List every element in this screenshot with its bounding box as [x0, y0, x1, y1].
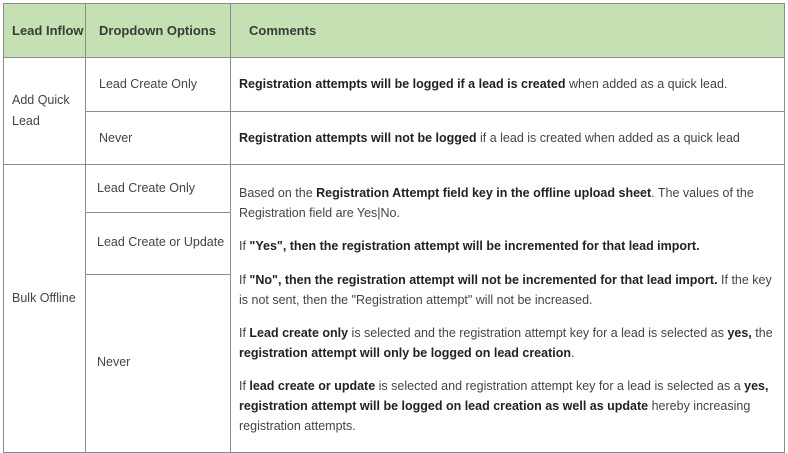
bulk-option-never: Never: [97, 355, 131, 369]
cell-quick-comment1: [230, 57, 785, 112]
bulk-comment-p5: If lead create or update is selected and registration attempt key for a lead is selected as a yes, registration attempt will be logged on lead creation as well as update hereby increasing registration attempts.: [239, 379, 769, 433]
cell-bulk-inflow: [3, 164, 86, 453]
cell-bulk-opt2: [85, 212, 231, 275]
quick-comment-2-rest: if a lead is created when added as a quick lead: [476, 131, 740, 145]
bulk-option-lead-create-or-update: Lead Create or Update: [97, 235, 225, 249]
bulk-inflow-label: Bulk Offline: [12, 291, 76, 305]
bulk-comment-p2: If "Yes", then the registration attempt will be incremented for that lead import.: [239, 239, 700, 253]
cell-quick-opt1: [85, 57, 231, 112]
bulk-option-lead-create-only: Lead Create Only: [97, 181, 195, 195]
quick-comment-2-bold: Registration attempts will not be logged: [239, 131, 477, 145]
bulk-comment-p1: Based on the Registration Attempt field key in the offline upload sheet. The values of the Registration field are Yes|No.: [239, 186, 754, 220]
header-dropdown-options: Dropdown Options: [99, 23, 216, 38]
quick-inflow-label: Add Quick Lead: [12, 93, 70, 128]
header-lead-inflow: Lead Inflow: [12, 23, 84, 38]
header-cell-dropdown-options: [85, 3, 231, 58]
quick-comment-1-rest: when added as a quick lead.: [565, 77, 728, 91]
cell-bulk-opt1: [85, 164, 231, 213]
bulk-comment-p4: If Lead create only is selected and the registration attempt key for a lead is selected as yes, the registration attempt will only be logged on lead creation.: [239, 326, 773, 360]
quick-option-lead-create-only: Lead Create Only: [99, 77, 197, 91]
quick-comment-2: [239, 128, 778, 148]
quick-comment-1: [239, 74, 778, 94]
header-comments: Comments: [249, 23, 317, 38]
quick-comment-1-bold: Registration attempts will be logged if a lead is created: [239, 77, 566, 91]
cell-bulk-opt3: [85, 274, 231, 453]
bulk-comment-p3: If "No", then the registration attempt will not be incremented for that lead import. If the key is not sent, then the "Registration attempt" will not be increased.: [239, 273, 772, 307]
quick-option-never: Never: [99, 131, 133, 145]
cell-quick-inflow: [3, 57, 86, 165]
header-cell-comments: [230, 3, 785, 58]
cell-bulk-comments: [230, 164, 785, 453]
cell-quick-comment2: [230, 111, 785, 165]
header-cell-lead-inflow: [3, 3, 86, 58]
cell-quick-opt2: [85, 111, 231, 165]
